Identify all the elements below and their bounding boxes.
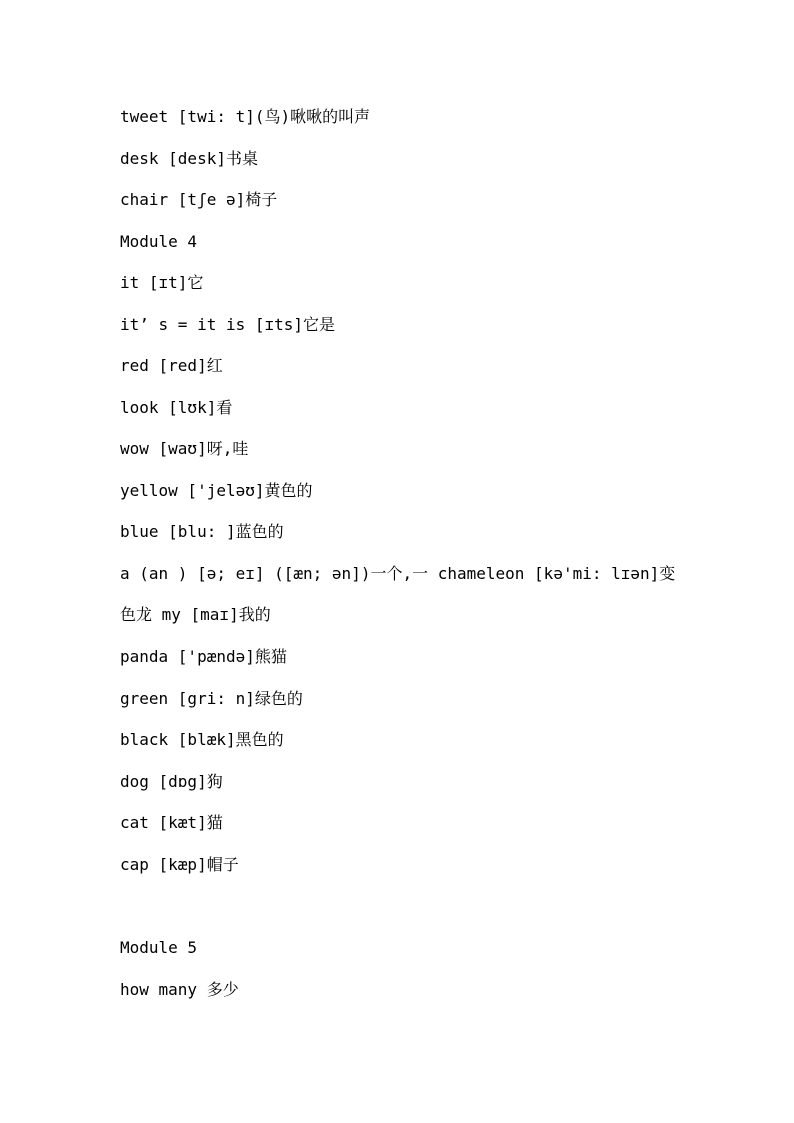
- vocab-line-cap: cap [kæp]帽子: [120, 855, 239, 874]
- vocab-line-yellow: yellow ['jeləʊ]黄色的: [120, 481, 313, 500]
- vocab-line-it: it [ɪt]它: [120, 273, 204, 292]
- vocab-line-blue: blue [blu: ]蓝色的: [120, 522, 284, 541]
- vocab-line-wow: wow [waʊ]呀,哇: [120, 439, 249, 458]
- vocab-line-black: black [blæk]黑色的: [120, 730, 284, 749]
- vocab-line-red: red [red]红: [120, 356, 223, 375]
- vocab-line-a-an-chameleon: a (an ) [ə; eɪ] ([æn; ən])一个,一 chameleon [kə'mi: lɪən]变: [120, 564, 676, 583]
- vocab-line-how-many: how many 多少: [120, 980, 239, 999]
- vocab-line-its: it’ s = it is [ɪts]它是: [120, 315, 336, 334]
- vocab-line-green: green [gri: n]绿色的: [120, 689, 303, 708]
- vocab-line-look: look [lʊk]看: [120, 398, 233, 417]
- module-4-heading: Module 4: [120, 232, 198, 251]
- module-5-heading: Module 5: [120, 938, 198, 957]
- vocab-line-chair: chair [tʃe ə]椅子: [120, 190, 278, 209]
- vocab-line-desk: desk [desk]书桌: [120, 149, 258, 168]
- vocab-line-panda: panda ['pændə]熊猫: [120, 647, 287, 666]
- vocab-line-chameleon-my: 色龙 my [maɪ]我的: [120, 605, 271, 624]
- vocab-line-cat: cat [kæt]猫: [120, 813, 223, 832]
- vocab-line-tweet: tweet [twi: t](鸟)啾啾的叫声: [120, 107, 371, 126]
- vocab-line-dog: dog [dɒg]狗: [120, 772, 223, 791]
